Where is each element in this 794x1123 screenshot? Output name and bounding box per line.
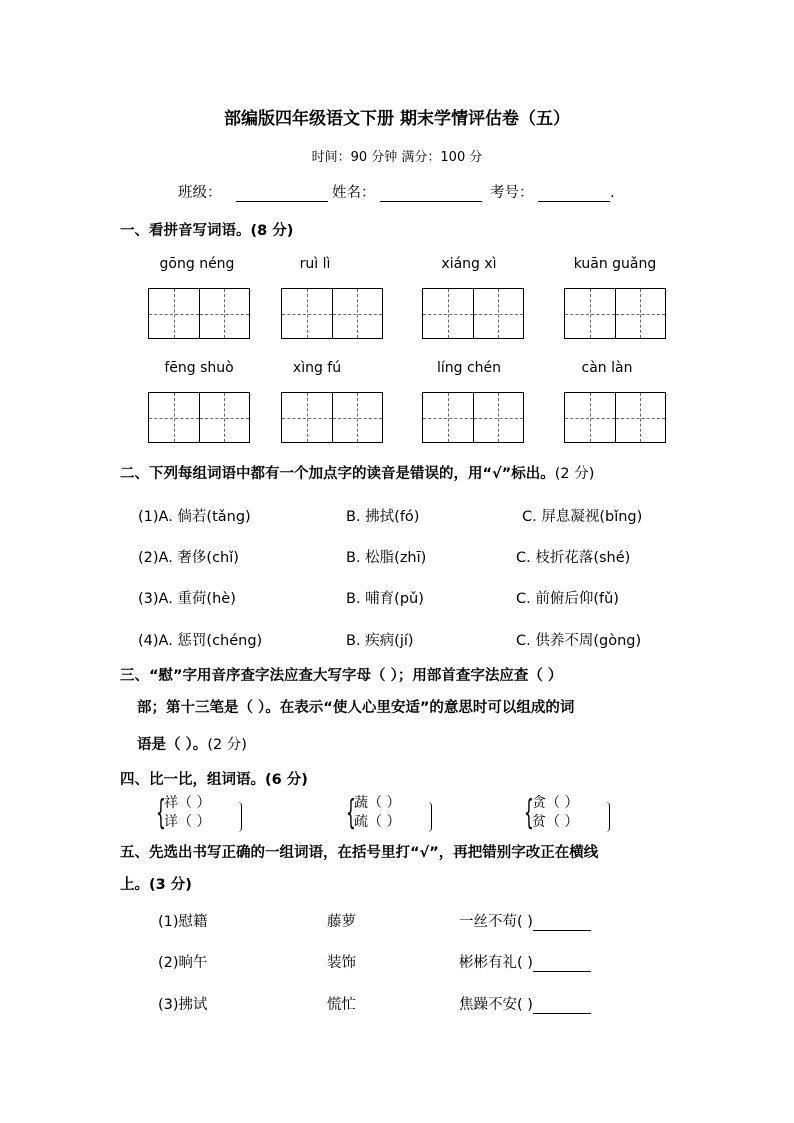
right-bracket-icon <box>606 802 610 832</box>
q3-points: (2 分) <box>207 737 247 753</box>
q2-option[interactable]: C. 屏息凝视(bǐng) <box>522 509 643 525</box>
compare-item[interactable]: 蔬（ ） <box>354 795 401 811</box>
q2-option[interactable]: (3)A. 重荷(hè) <box>138 591 236 607</box>
q3-line1: 三、“慰”字用音序查字法应查大写字母（ ）；用部首查字法应查（ ） <box>120 668 563 684</box>
pinyin-label: ruì lì <box>299 256 331 272</box>
q3-line3-text: 语是（ ）。 <box>137 737 208 753</box>
writing-grid[interactable] <box>148 392 250 443</box>
name-field <box>332 181 482 202</box>
class-blank[interactable] <box>236 185 328 202</box>
left-brace-icon: { <box>524 793 534 833</box>
name-label: 姓名： <box>332 185 376 201</box>
pinyin-label: xiáng xì <box>441 256 497 272</box>
q2-option[interactable]: B. 拂拭(fó) <box>346 509 420 525</box>
q5-word: 藤萝 <box>327 914 356 930</box>
q2-option[interactable]: B. 松脂(zhī) <box>346 550 427 566</box>
compare-item[interactable]: 祥（ ） <box>164 795 211 811</box>
left-brace-icon: { <box>346 793 356 833</box>
right-bracket-icon <box>238 802 242 832</box>
compare-item[interactable]: 详（ ） <box>164 814 211 830</box>
q3-line2: 部；第十三笔是（ ）。在表示“使人心里安适”的意思时可以组成的词 <box>137 700 575 716</box>
pinyin-label: càn làn <box>581 360 633 376</box>
q2-option[interactable]: C. 前俯后仰(fǔ) <box>516 591 619 607</box>
q2-points: (2 分) <box>554 466 595 482</box>
pinyin-label: gōng néng <box>159 256 235 272</box>
writing-grid[interactable] <box>281 288 383 339</box>
exam-meta: 时间：90 分钟 满分：100 分 <box>311 150 483 165</box>
q5-word: (2)晌午 <box>158 955 208 971</box>
writing-grid[interactable] <box>422 288 524 339</box>
info-end: . <box>610 185 615 201</box>
writing-grid[interactable] <box>564 392 666 443</box>
q5-word: (3)拂试 <box>158 997 208 1013</box>
q5-answer[interactable] <box>459 910 591 931</box>
compare-item[interactable]: 疏（ ） <box>354 814 401 830</box>
compare-item[interactable]: 贫（ ） <box>532 814 579 830</box>
answer-blank[interactable] <box>533 957 591 972</box>
q2-option[interactable]: C. 供养不周(gòng) <box>516 633 642 649</box>
q2-heading <box>120 462 594 483</box>
q2-option[interactable]: B. 疾病(jí) <box>346 633 414 649</box>
q5-word: 焦躁不安( ) <box>459 997 533 1013</box>
q5-word: 慌忙 <box>327 997 356 1013</box>
q5-line1: 五、先选出书写正确的一组词语，在括号里打“√”，再把错别字改正在横线 <box>120 845 599 861</box>
compare-item[interactable]: 贪（ ） <box>532 795 579 811</box>
writing-grid[interactable] <box>422 392 524 443</box>
q2-option[interactable]: (2)A. 奢侈(chǐ) <box>138 550 239 566</box>
name-blank[interactable] <box>380 185 482 202</box>
q2-option[interactable]: (4)A. 惩罚(chéng) <box>138 633 263 649</box>
q5-answer[interactable] <box>459 993 591 1014</box>
q2-option[interactable]: (1)A. 倘若(tǎng) <box>138 509 251 525</box>
writing-grid[interactable] <box>564 288 666 339</box>
exam-number-label: 考号： <box>490 185 534 201</box>
class-field <box>178 181 328 202</box>
q2-option[interactable]: B. 哺育(pǔ) <box>346 591 424 607</box>
page-title: 部编版四年级语文下册 期末学情评估卷（五） <box>224 109 570 129</box>
q2-option[interactable]: C. 枝折花落(shé) <box>516 550 631 566</box>
class-label: 班级： <box>178 185 222 201</box>
pinyin-label: líng chén <box>436 360 502 376</box>
q5-word: 彬彬有礼( ) <box>459 955 533 971</box>
writing-grid[interactable] <box>281 392 383 443</box>
exam-number-field <box>490 181 615 202</box>
exam-number-blank[interactable] <box>538 185 610 202</box>
q4-heading: 四、比一比，组词语。(6 分) <box>120 772 308 788</box>
q5-word: 装饰 <box>327 955 356 971</box>
q3-line3 <box>137 733 247 754</box>
q2-heading-text: 二、下列每组词语中都有一个加点字的读音是错误的，用“√”标出。 <box>120 466 555 482</box>
q5-line2: 上。(3 分) <box>120 877 192 893</box>
q5-word: 一丝不苟( ) <box>459 914 533 930</box>
writing-grid[interactable] <box>148 288 250 339</box>
pinyin-label: fēng shuò <box>164 360 234 376</box>
q5-answer[interactable] <box>459 951 591 972</box>
answer-blank[interactable] <box>533 916 591 931</box>
right-bracket-icon <box>428 802 432 832</box>
answer-blank[interactable] <box>533 999 591 1014</box>
pinyin-label: xìng fú <box>292 360 342 376</box>
q1-heading: 一、看拼音写词语。(8 分) <box>120 223 294 239</box>
pinyin-label: kuān guǎng <box>573 256 657 272</box>
q5-word: (1)慰籍 <box>158 914 208 930</box>
left-brace-icon: { <box>156 793 166 833</box>
